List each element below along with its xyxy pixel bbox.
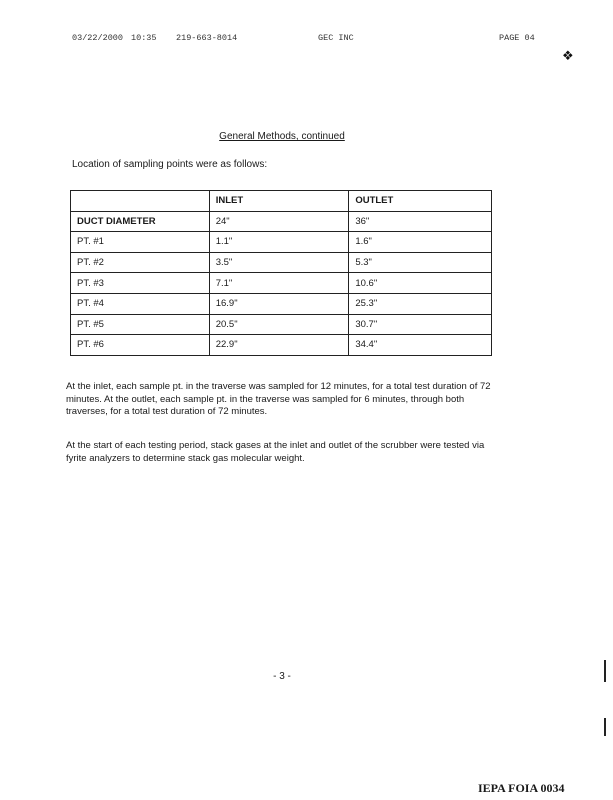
outlet-value: 1.6" xyxy=(349,232,492,253)
outlet-value: 36" xyxy=(349,211,492,232)
inlet-value: 16.9" xyxy=(209,293,349,314)
row-label: PT. #3 xyxy=(71,273,210,294)
fax-page: PAGE 04 xyxy=(499,33,535,43)
page-number: - 3 - xyxy=(273,671,291,682)
table-row xyxy=(71,252,492,273)
row-label: DUCT DIAMETER xyxy=(71,211,210,232)
intro-text: Location of sampling points were as follows: xyxy=(72,159,268,170)
inlet-value: 3.5" xyxy=(209,252,349,273)
table-row xyxy=(71,211,492,232)
inlet-value: 1.1" xyxy=(209,232,349,253)
section-title: General Methods, continued xyxy=(219,131,345,142)
table-row xyxy=(71,335,492,356)
row-label: PT. #4 xyxy=(71,293,210,314)
inlet-value: 22.9" xyxy=(209,335,349,356)
foia-stamp: IEPA FOIA 0034 xyxy=(478,781,565,795)
scan-margin-mark xyxy=(604,718,606,736)
table-row xyxy=(71,232,492,253)
fyrite-paragraph: At the start of each testing period, stack gases at the inlet and outlet of the scrubber were tested via fyrite analyzers to determine stack gas molecular weight. xyxy=(66,440,485,464)
table-row xyxy=(71,273,492,294)
scan-margin-mark xyxy=(604,660,606,682)
header-inlet: INLET xyxy=(209,191,349,212)
header-empty-cell xyxy=(71,191,210,212)
table-row xyxy=(71,314,492,335)
fax-date: 03/22/2000 xyxy=(72,33,124,43)
fax-company: GEC INC xyxy=(318,33,354,43)
fax-time: 10:35 xyxy=(131,33,157,43)
fax-header xyxy=(0,33,613,47)
header-outlet: OUTLET xyxy=(349,191,492,212)
traverse-paragraph: At the inlet, each sample pt. in the traverse was sampled for 12 minutes, for a total test duration of 72 minutes. At the outlet, each sample pt. in the traverse was sampled for 6 minutes, through both traverses, for a total test duration of 72 minutes. xyxy=(66,381,491,417)
row-label: PT. #2 xyxy=(71,252,210,273)
outlet-value: 30.7" xyxy=(349,314,492,335)
outlet-value: 34.4" xyxy=(349,335,492,356)
outlet-value: 10.6" xyxy=(349,273,492,294)
outlet-value: 5.3" xyxy=(349,252,492,273)
inlet-value: 20.5" xyxy=(209,314,349,335)
table-row xyxy=(71,293,492,314)
corner-mark-icon: ❖ xyxy=(562,48,574,63)
inlet-value: 7.1" xyxy=(209,273,349,294)
outlet-value: 25.3" xyxy=(349,293,492,314)
row-label: PT. #1 xyxy=(71,232,210,253)
table-header-row xyxy=(71,191,492,212)
inlet-value: 24" xyxy=(209,211,349,232)
fax-phone: 219-663-8014 xyxy=(176,33,238,43)
sampling-points-table xyxy=(70,190,492,356)
row-label: PT. #6 xyxy=(71,335,210,356)
row-label: PT. #5 xyxy=(71,314,210,335)
